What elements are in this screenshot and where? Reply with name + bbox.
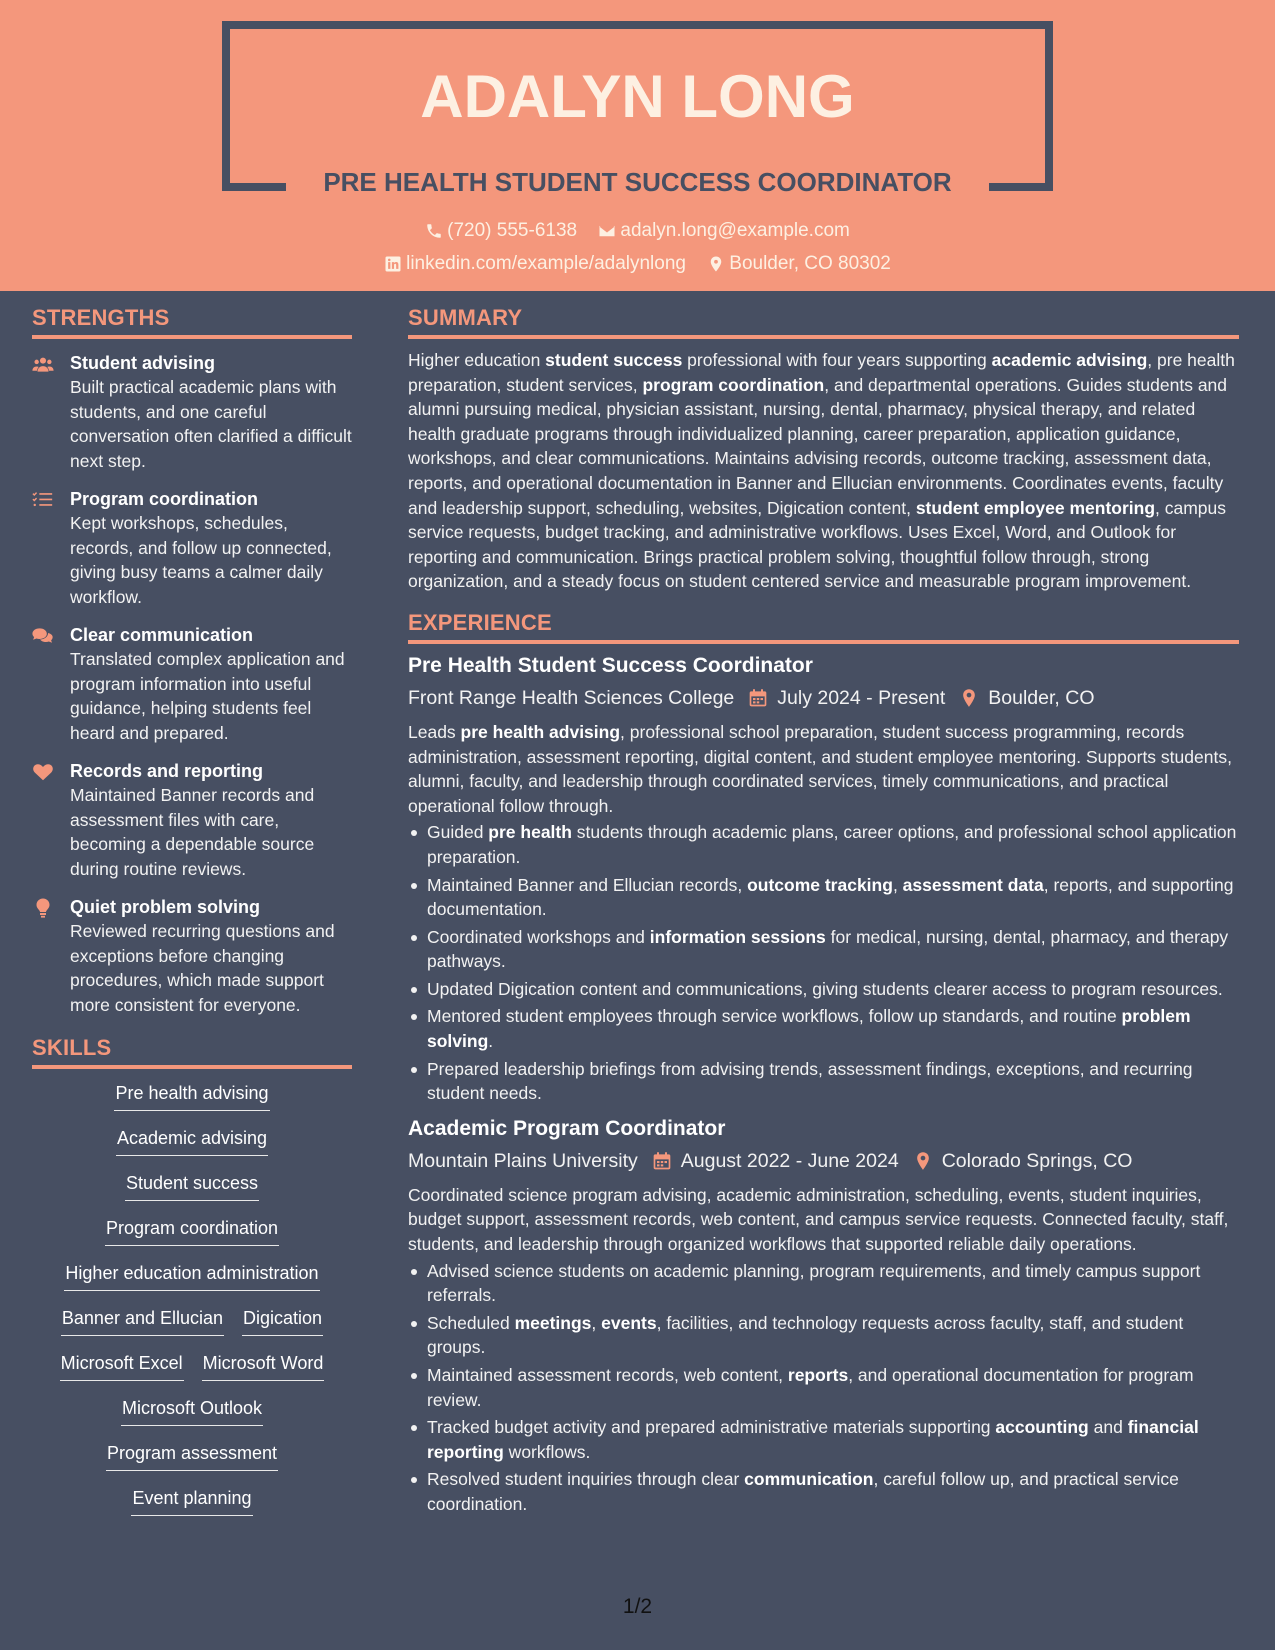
list-icon xyxy=(32,490,54,510)
skill-tag: Digication xyxy=(242,1308,323,1336)
strengths-heading: STRENGTHS xyxy=(32,305,352,339)
bold-phrase: academic advising xyxy=(991,350,1148,370)
skill-tag: Banner and Ellucian xyxy=(61,1308,224,1336)
text-segment: , xyxy=(892,874,903,895)
phone-text: (720) 555-6138 xyxy=(447,220,578,241)
map-pin-icon xyxy=(959,688,979,708)
job-dates: August 2022 - June 2024 xyxy=(680,1149,899,1172)
skill-tag: Event planning xyxy=(131,1488,252,1516)
skill-tag: Academic advising xyxy=(116,1128,268,1156)
skill-tag: Program coordination xyxy=(105,1218,279,1246)
text-segment: , pre health preparation, student services, xyxy=(408,350,1235,395)
text-segment: for medical, nursing, dental, pharmacy, and therapy pathways. xyxy=(427,926,1229,972)
skill-row xyxy=(55,1263,328,1308)
bold-phrase: student success xyxy=(545,350,683,370)
calendar-icon xyxy=(748,688,768,708)
heart-icon xyxy=(32,762,54,782)
strength-item xyxy=(32,623,352,745)
page-number: 1/2 xyxy=(622,1595,653,1618)
email-contact[interactable] xyxy=(598,220,849,242)
job-entry xyxy=(408,652,1239,1106)
bullet-item xyxy=(408,820,1239,869)
text-segment: Mentored student employees through service workflows, follow up standards, and routine xyxy=(427,1006,1122,1027)
bullet-item xyxy=(408,1311,1239,1360)
skill-tag: Microsoft Excel xyxy=(60,1353,184,1381)
linkedin-text: linkedin.com/example/adalynlong xyxy=(406,253,686,274)
job-location: Colorado Springs, CO xyxy=(941,1149,1133,1172)
experience-heading: EXPERIENCE xyxy=(408,610,1239,644)
bullet-item xyxy=(408,925,1239,974)
skill-tag: Microsoft Outlook xyxy=(121,1398,263,1426)
skill-row xyxy=(116,1173,268,1218)
strength-item xyxy=(32,895,352,1017)
job-bullets xyxy=(408,820,1239,1106)
text-segment: Advised science students on academic planning, program requirements, and timely campus support referrals. xyxy=(427,1260,1201,1306)
strength-name: Program coordination xyxy=(70,489,259,509)
skill-tag: Higher education administration xyxy=(64,1263,319,1291)
text-segment: , facilities, and technology requests across faculty, staff, and student groups. xyxy=(427,1312,1184,1358)
strength-description: Translated complex application and program information into useful guidance, helping students feel heard and prepared. xyxy=(70,649,345,743)
map-pin-icon xyxy=(913,1151,933,1171)
lightbulb-icon xyxy=(32,898,54,918)
text-segment: and xyxy=(1088,1417,1128,1438)
job-location: Boulder, CO xyxy=(988,686,1095,709)
strength-name: Quiet problem solving xyxy=(70,897,261,917)
text-segment: Guided xyxy=(427,822,489,843)
bullet-item xyxy=(408,1467,1239,1516)
bold-phrase: accounting xyxy=(995,1417,1089,1438)
summary-text xyxy=(408,348,1239,594)
job-company: Front Range Health Sciences College xyxy=(408,686,735,709)
bold-phrase: pre health xyxy=(488,822,572,843)
strength-description: Maintained Banner records and assessment files with care, becoming a dependable source during routine reviews. xyxy=(70,785,315,879)
bold-phrase: information sessions xyxy=(649,926,826,947)
candidate-name: ADALYN LONG xyxy=(420,63,855,130)
text-segment: Prepared leadership briefings from advising trends, assessment findings, exceptions, and recurring student needs. xyxy=(427,1058,1193,1104)
job-description xyxy=(408,720,1239,818)
text-segment: Coordinated workshops and xyxy=(427,926,650,947)
text-segment: Tracked budget activity and prepared administrative materials supporting xyxy=(427,1417,996,1438)
text-segment: Leads xyxy=(408,721,461,742)
phone-contact[interactable] xyxy=(425,220,577,242)
text-segment: students through academic plans, career options, and professional school application preparation. xyxy=(427,822,1237,867)
contact-row-2 xyxy=(0,253,1275,279)
bullet-item xyxy=(408,873,1239,922)
resume-header xyxy=(0,0,1275,291)
strength-name: Records and reporting xyxy=(70,761,264,781)
text-segment: , xyxy=(591,1312,602,1333)
strength-description: Built practical academic plans with students, and one careful conversation often clarified a difficult next step. xyxy=(70,377,352,471)
skill-row xyxy=(96,1218,288,1263)
strengths-list xyxy=(32,351,352,1017)
bullet-item xyxy=(408,977,1239,1002)
bold-phrase: events xyxy=(601,1312,657,1333)
text-segment: workflows. xyxy=(503,1441,591,1462)
bullet-item xyxy=(408,1259,1239,1308)
skill-row xyxy=(112,1398,272,1443)
location-text: Boulder, CO 80302 xyxy=(729,253,891,274)
strength-item xyxy=(32,759,352,881)
bold-phrase: program coordination xyxy=(642,374,825,395)
text-segment: Resolved student inquiries through clear xyxy=(427,1469,745,1490)
users-icon xyxy=(32,354,54,374)
skill-row xyxy=(107,1128,277,1173)
text-segment: , campus service requests, budget tracking, and administrative workflows. Uses Excel, Word, and Outlook for reporting and communication. Brings practical problem solving, thoughtful follow through, strong organization, and a steady focus on student centered service and measurable program improvement. xyxy=(408,497,1227,592)
text-segment: Maintained assessment records, web content, xyxy=(427,1365,788,1385)
skill-tag: Microsoft Word xyxy=(202,1353,325,1381)
bullet-item xyxy=(408,1415,1239,1464)
skill-tag: Program assessment xyxy=(106,1443,278,1471)
job-bullets xyxy=(408,1259,1239,1517)
text-segment: , professional school preparation, student success programming, records administration, assessment reporting, digital content, and student employee mentoring. Supports students, alumni, faculty, and leadership through coordinated services, timely communications, and practical operational follow through. xyxy=(408,721,1232,816)
text-segment: , reports, and supporting documentation. xyxy=(427,874,1234,920)
strength-name: Student advising xyxy=(70,353,216,373)
text-segment: , and operational documentation for program review. xyxy=(427,1365,1194,1410)
skill-row xyxy=(122,1488,261,1533)
email-text: adalyn.long@example.com xyxy=(620,220,850,241)
calendar-icon xyxy=(652,1151,672,1171)
skill-row xyxy=(105,1083,278,1128)
text-segment: Updated Digication content and communications, giving students clearer access to program resources. xyxy=(427,978,1223,999)
job-description xyxy=(408,1183,1239,1257)
bold-phrase: problem solving xyxy=(427,1006,1191,1052)
bold-phrase: meetings xyxy=(514,1312,592,1333)
skill-tag: Student success xyxy=(125,1173,259,1201)
job-company: Mountain Plains University xyxy=(408,1149,638,1172)
job-meta xyxy=(408,684,1239,712)
text-segment: Maintained Banner and Ellucian records, xyxy=(427,874,748,895)
strength-description: Kept workshops, schedules, records, and follow up connected, giving busy teams a calmer daily workflow. xyxy=(70,513,332,607)
strength-item xyxy=(32,351,352,473)
text-segment: , careful follow up, and practical service coordination. xyxy=(427,1469,1179,1514)
job-dates: July 2024 - Present xyxy=(777,686,946,709)
job-title: Academic Program Coordinator xyxy=(408,1116,726,1140)
linkedin-icon xyxy=(384,255,402,273)
bold-phrase: reports xyxy=(787,1365,849,1385)
candidate-title: PRE HEALTH STUDENT SUCCESS COORDINATOR xyxy=(323,167,952,197)
contact-row-1 xyxy=(0,220,1275,246)
strength-item xyxy=(32,487,352,609)
bold-phrase: student employee mentoring xyxy=(915,497,1156,518)
job-meta xyxy=(408,1147,1239,1175)
job-title: Pre Health Student Success Coordinator xyxy=(408,653,813,677)
skill-row xyxy=(51,1353,334,1398)
skill-row xyxy=(52,1308,332,1353)
bold-phrase: financial reporting xyxy=(427,1417,1199,1462)
bold-phrase: communication xyxy=(744,1469,874,1490)
text-segment: Scheduled xyxy=(427,1312,515,1333)
skills-heading: SKILLS xyxy=(32,1035,352,1069)
text-segment: , and departmental operations. Guides students and alumni pursuing medical, physician assistant, nursing, dental, pharmacy, physical therapy, and related health graduate programs through individualized planning, career preparation, application guidance, workshops, and clear communications. Maintains advising records, outcome tracking, assessment data, reports, and operational documentation in Banner and Ellucian environments. Coordinates events, faculty and leadership support, scheduling, websites, Digication content, xyxy=(408,374,1228,518)
strength-name: Clear communication xyxy=(70,625,254,645)
skills-list xyxy=(32,1083,352,1533)
left-column xyxy=(32,305,352,1533)
name-frame-foot-right xyxy=(989,183,1053,191)
job-entry xyxy=(408,1115,1239,1517)
skill-tag: Pre health advising xyxy=(114,1083,269,1111)
bullet-item xyxy=(408,1363,1239,1412)
summary-heading: SUMMARY xyxy=(408,305,1239,339)
name-frame-foot-left xyxy=(222,183,286,191)
text-segment: Higher education xyxy=(408,350,546,370)
linkedin-contact[interactable] xyxy=(384,253,686,275)
text-segment: . xyxy=(488,1031,494,1052)
right-column xyxy=(408,305,1239,1520)
bold-phrase: outcome tracking xyxy=(747,874,893,895)
text-segment: professional with four years supporting xyxy=(682,350,992,370)
envelope-icon xyxy=(598,222,616,240)
chat-icon xyxy=(32,626,54,646)
skill-row xyxy=(97,1443,287,1488)
location-contact xyxy=(707,253,891,275)
bold-phrase: assessment data xyxy=(902,874,1044,895)
map-pin-icon xyxy=(707,255,725,273)
strength-description: Reviewed recurring questions and exceptions before changing procedures, which made support more consistent for everyone. xyxy=(70,921,335,1015)
phone-icon xyxy=(425,222,443,240)
bold-phrase: pre health advising xyxy=(460,721,621,742)
bullet-item xyxy=(408,1057,1239,1106)
bullet-item xyxy=(408,1004,1239,1053)
text-segment: Coordinated science program advising, academic administration, scheduling, events, student inquiries, budget support, assessment records, web content, and campus service requests. Connected faculty, staff, students, and leadership through organized workflows that supported reliable daily operations. xyxy=(408,1184,1229,1255)
